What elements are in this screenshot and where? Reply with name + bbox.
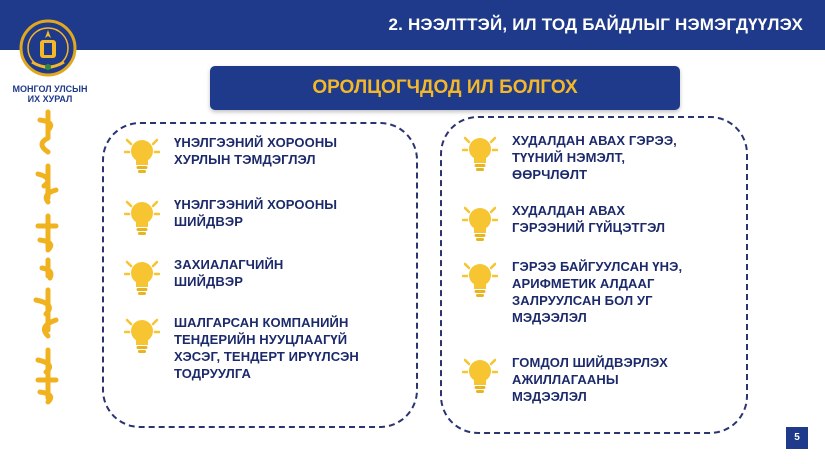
lightbulb-icon: [124, 134, 160, 174]
item-line: ШАЛГАРСАН КОМПАНИЙН: [174, 315, 349, 330]
item-text: [174, 134, 337, 168]
item-line: ШИЙДВЭР: [174, 214, 244, 229]
list-item: [462, 354, 668, 405]
item-line: ШИЙДВЭР: [174, 274, 244, 289]
item-text: [512, 354, 668, 405]
lightbulb-icon: [124, 196, 160, 236]
lightbulb-icon: [462, 258, 498, 298]
item-line: ТОДРУУЛГА: [174, 366, 251, 381]
org-name-line: ИХ ХУРАЛ: [27, 94, 73, 104]
lightbulb-icon: [124, 256, 160, 296]
item-text: [512, 258, 682, 326]
item-line: ТҮҮНИЙ НЭМЭЛТ,: [512, 150, 626, 165]
item-line: АРИФМЕТИК АЛДААГ: [512, 276, 655, 291]
item-line: ЗАЛРУУЛСАН БОЛ УГ: [512, 293, 653, 308]
item-text: [174, 314, 359, 382]
org-name-line: МОНГОЛ УЛСЫН: [12, 84, 88, 94]
item-line: МЭДЭЭЛЭЛ: [512, 389, 587, 404]
item-line: МЭДЭЭЛЭЛ: [512, 310, 587, 325]
item-line: ГЭРЭЭ БАЙГУУЛСАН ҮНЭ,: [512, 259, 683, 274]
item-text: [512, 202, 665, 236]
list-item: [462, 132, 677, 183]
page-number: 5: [786, 427, 808, 449]
slide-title: 2. НЭЭЛТТЭЙ, ИЛ ТОД БАЙДЛЫГ НЭМЭГДҮҮЛЭХ: [388, 15, 803, 34]
org-name: [4, 84, 96, 104]
item-line: АЖИЛЛАГААНЫ: [512, 372, 619, 387]
item-text: [512, 132, 677, 183]
item-line: ХУДАЛДАН АВАХ: [512, 203, 626, 218]
lightbulb-icon: [462, 354, 498, 394]
list-item: [462, 258, 682, 326]
list-item: [124, 314, 359, 382]
list-item: [124, 256, 283, 296]
item-line: ГЭРЭЭНИЙ ГҮЙЦЭТГЭЛ: [512, 220, 666, 235]
item-line: ЗАХИАЛАГЧИЙН: [174, 257, 284, 272]
item-line: ХЭСЭГ, ТЕНДЕРТ ИРҮҮЛСЭН: [174, 349, 359, 364]
title-bar: [0, 0, 825, 50]
list-item: [462, 202, 665, 242]
list-item: [124, 134, 337, 174]
item-text: [174, 256, 283, 290]
section-header: ОРОЛЦОГЧДОД ИЛ БОЛГОХ: [210, 66, 680, 110]
item-line: ҮНЭЛГЭЭНИЙ ХОРООНЫ: [174, 135, 338, 150]
mongolian-script-emblem: [26, 108, 70, 408]
state-emblem-icon: [18, 18, 78, 80]
lightbulb-icon: [124, 314, 160, 354]
item-text: [174, 196, 337, 230]
list-item: [124, 196, 337, 236]
item-line: ХУРЛЫН ТЭМДЭГЛЭЛ: [174, 152, 316, 167]
item-line: ТЕНДЕРИЙН НУУЦЛААГҮЙ: [174, 332, 348, 347]
lightbulb-icon: [462, 132, 498, 172]
item-line: ГОМДОЛ ШИЙДВЭРЛЭХ: [512, 355, 668, 370]
item-line: ӨӨРЧЛӨЛТ: [512, 167, 588, 182]
item-line: ҮНЭЛГЭЭНИЙ ХОРООНЫ: [174, 197, 338, 212]
lightbulb-icon: [462, 202, 498, 242]
item-line: ХУДАЛДАН АВАХ ГЭРЭЭ,: [512, 133, 677, 148]
